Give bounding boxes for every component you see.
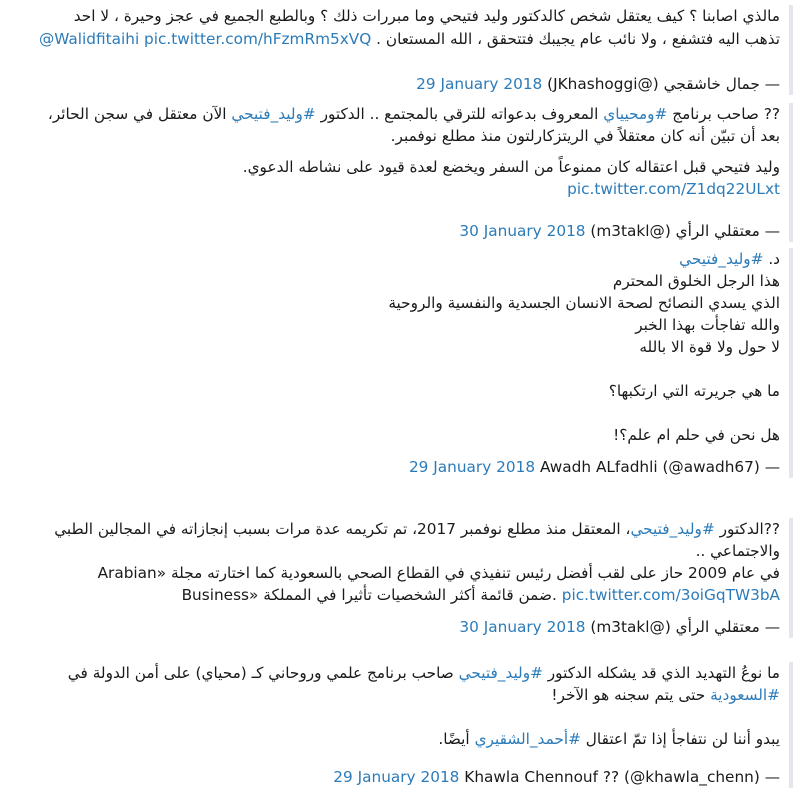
- embedded-tweet: [6, 518, 793, 638]
- tweet-text: تذهب اليه فتشفع ، ولا نائب عام يجيبك فتتحقق ، الله المستعان . @Walidfitaihi pic.twitter.com/hFzmRm5xVQ: [38, 30, 780, 48]
- tweet-date-link[interactable]: 29 January 2018: [416, 75, 543, 93]
- hashtag-link[interactable]: #وليد_فتيحي: [679, 250, 764, 268]
- tweet-text: والله تفاجأت بهذا الخبر: [635, 316, 780, 334]
- tweet-author: معتقلي الرأي (@m3takl): [590, 222, 760, 240]
- tweet-date-link[interactable]: 29 January 2018: [408, 458, 536, 476]
- tweet-body: [6, 248, 789, 446]
- tweet-meta: [6, 73, 789, 95]
- tweet-date-link[interactable]: 29 January 2018: [333, 768, 460, 786]
- hashtag-link[interactable]: #ومحيياي: [603, 105, 668, 123]
- tweet-meta: [6, 616, 789, 638]
- tweet-text: هل نحن في حلم ام علم؟!: [613, 426, 780, 444]
- tweet-body: [6, 103, 789, 200]
- tweet-meta: [6, 766, 789, 788]
- tweet-text: مالذي اصابنا ؟ كيف يعتقل شخص كالدكتور وليد فتيحي وما مبررات ذلك ؟ وبالطبع الجميع في عجز وحيرة ، لا احد: [73, 7, 780, 25]
- tweet-text: د. #وليد_فتيحي: [679, 250, 780, 268]
- hashtag-link[interactable]: #وليد_فتيحي: [630, 520, 715, 538]
- tweet-text: هذا الرجل الخلوق المحترم: [612, 272, 780, 290]
- tweet-text: وليد فتيحي قبل اعتقاله كان ممنوعاً من السفر ويخضع لعدة قيود على نشاطه الدعوي.: [242, 158, 780, 176]
- tweet-link[interactable]: pic.twitter.com/Z1dq22ULxt: [567, 180, 780, 198]
- attribution-dash: —: [764, 618, 780, 636]
- tweet-text: Business» ضمن قائمة أكثر الشخصيات تأثيرا في المملكة. pic.twitter.com/3oiGqTW3bA: [181, 586, 780, 604]
- tweet-text: ??الدكتور #وليد_فتيحي، المعتقل منذ مطلع نوفمبر 2017، تم تكريمه عدة مرات بسبب إنجازاته في المجالين الطبي: [54, 520, 780, 538]
- tweet-body: [6, 518, 789, 606]
- tweet-text: يبدو أننا لن نتفاجأ إذا تمّ اعتقال #أحمد_الشقيري أيضًا.: [438, 730, 780, 748]
- attribution-dash: —: [764, 458, 780, 476]
- tweet-body: [6, 5, 789, 50]
- tweet-text: الذي يسدي النصائح لصحة الانسان الجسدية والنفسية والروحية: [388, 294, 780, 312]
- tweet-text: [12, 178, 780, 200]
- tweet-author: Khawla Chennouf ?? (@khawla_chenn): [464, 768, 760, 786]
- tweet-author: Awadh ALfadhli (@awadh67): [539, 458, 760, 476]
- tweet-date-link[interactable]: 30 January 2018: [459, 222, 586, 240]
- tweet-meta: [6, 456, 789, 478]
- tweet-text: ما هي جريرته التي ارتكبها؟: [608, 382, 780, 400]
- tweet-text: ما نوعُ التهديد الذي قد يشكله الدكتور #وليد_فتيحي صاحب برنامج علمي وروحاني كـ (محياي) على أمن الدولة في: [67, 664, 780, 682]
- tweet-text: #السعودية حتى يتم سجنه هو الآخر!: [551, 686, 780, 704]
- hashtag-link[interactable]: #أحمد_الشقيري: [474, 730, 581, 748]
- tweet-text: لا حول ولا قوة الا بالله: [639, 338, 780, 356]
- attribution-dash: —: [764, 768, 780, 786]
- embedded-tweet: [6, 5, 793, 95]
- embedded-tweet: [6, 248, 793, 478]
- hashtag-link[interactable]: #وليد_فتيحي: [231, 105, 316, 123]
- attribution-dash: —: [764, 75, 780, 93]
- tweet-author: جمال خاشقجي (@JKhashoggi): [547, 75, 760, 93]
- tweet-text: والاجتماعي ..: [695, 542, 780, 560]
- tweet-link[interactable]: @Walidfitaihi pic.twitter.com/hFzmRm5xVQ: [38, 30, 372, 48]
- hashtag-link[interactable]: #وليد_فتيحي: [458, 664, 543, 682]
- tweet-text: بعد أن تبيّن أنه كان معتقلاً في الريتزكارلتون منذ مطلع نوفمبر.: [390, 127, 780, 145]
- tweet-meta: [6, 220, 789, 242]
- tweet-author: معتقلي الرأي (@m3takl): [590, 618, 760, 636]
- tweet-link[interactable]: pic.twitter.com/3oiGqTW3bA: [561, 586, 780, 604]
- embedded-tweet: [6, 662, 793, 788]
- tweet-date-link[interactable]: 30 January 2018: [459, 618, 586, 636]
- hashtag-link[interactable]: #السعودية: [710, 686, 780, 704]
- tweet-text: ?? صاحب برنامج #ومحيياي المعروف بدعواته للترقي بالمجتمع .. الدكتور #وليد_فتيحي الآن معتقل في سجن الحائر،: [47, 105, 780, 123]
- tweet-text: في عام 2009 حاز على لقب أفضل رئيس تنفيذي في القطاع الصحي بالسعودية كما اختارته مجلة «Arabian: [97, 564, 780, 582]
- embedded-tweet: [6, 103, 793, 242]
- tweet-body: [6, 662, 789, 750]
- attribution-dash: —: [764, 222, 780, 240]
